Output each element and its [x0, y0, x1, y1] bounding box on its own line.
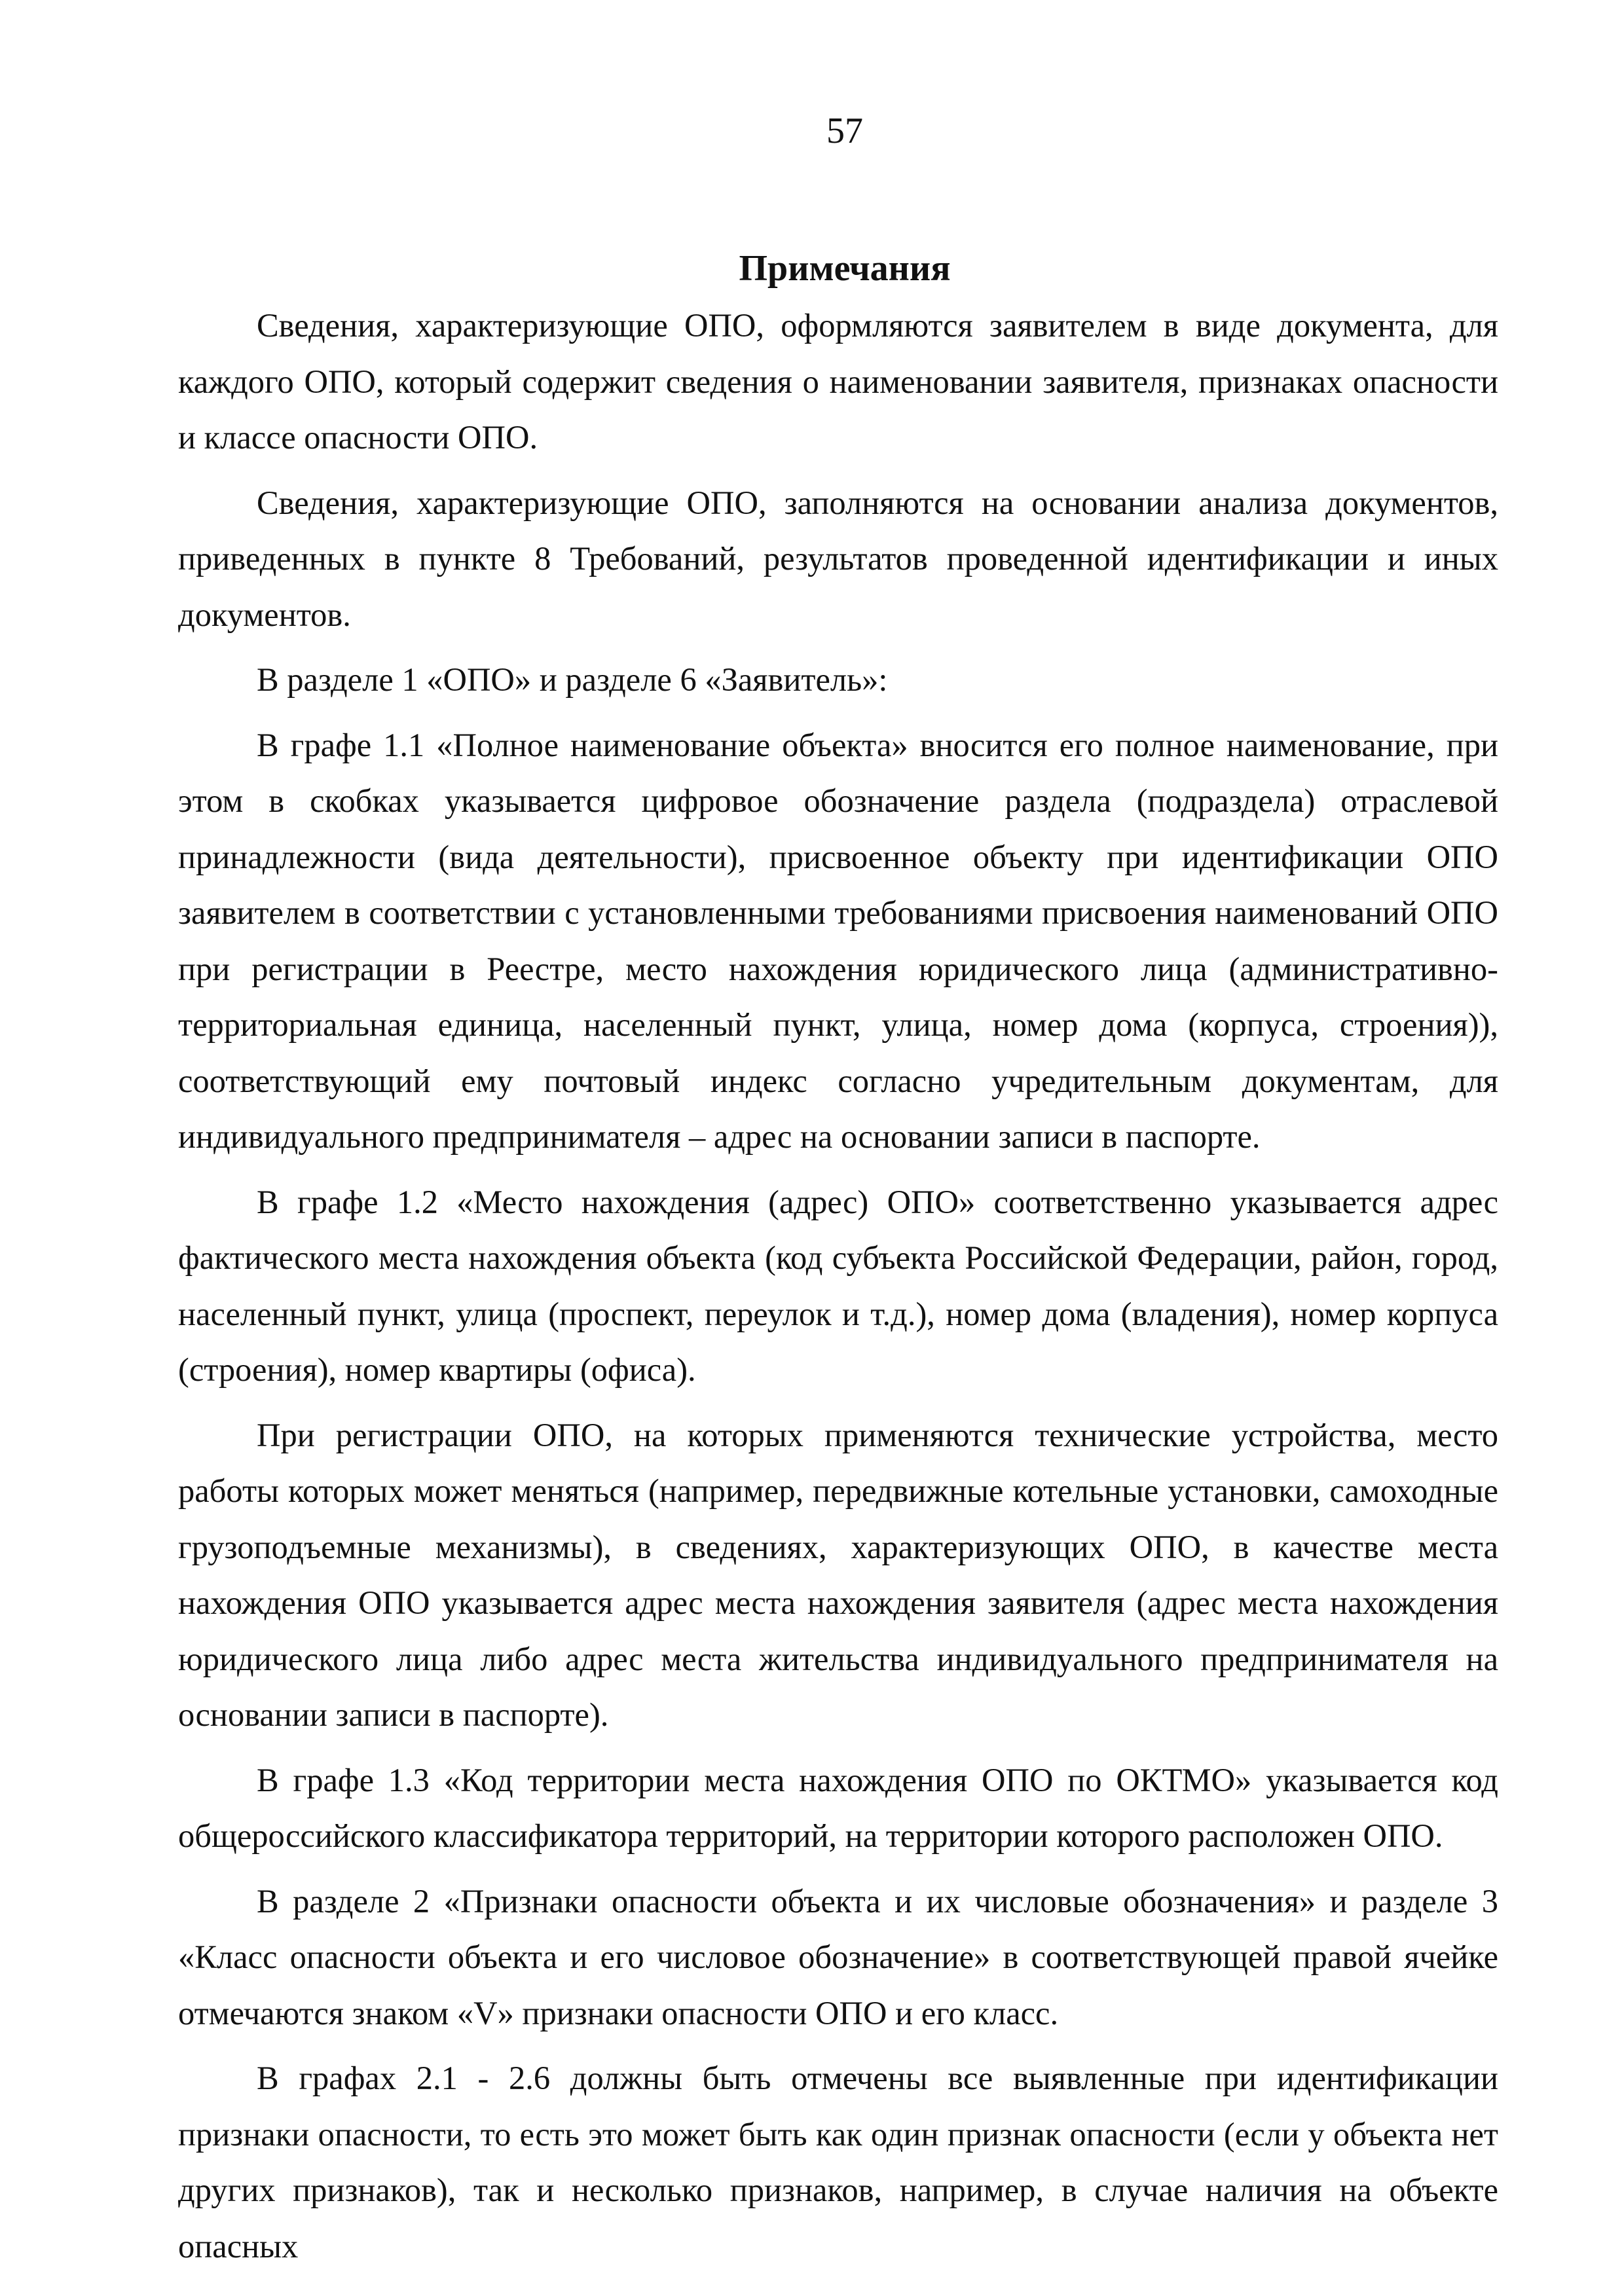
- paragraph: В графах 2.1 - 2.6 должны быть отмечены все выявленные при идентификации признаки опасности, то есть это может быть как один признак опасности (если у объекта нет других признаков), так и несколько признаков, например, в случае наличия на объекте опасных: [178, 2060, 1498, 2265]
- paragraph: В графе 1.2 «Место нахождения (адрес) ОПО» соответственно указывается адрес фактического места нахождения объекта (код субъекта Российской Федерации, район, город, населенный пункт, улица (проспект, переулок и т.д.), номер дома (владения), номер корпуса (строения), номер квартиры (офиса).: [178, 1183, 1498, 1388]
- paragraph: В разделе 1 «ОПО» и разделе 6 «Заявитель»:: [257, 661, 888, 698]
- paragraph: В графе 1.1 «Полное наименование объекта» вносится его полное наименование, при этом в скобках указывается цифровое обозначение раздела (подраздела) отраслевой принадлежности (вида деятельности), присвоенное объекту при идентификации ОПО заявителем в соответствии с установленными требованиями присвоения наименований ОПО при регистрации в Реестре, место нахождения юридического лица (административно-территориальная единица, населенный пункт, улица, номер дома (корпуса, строения)), соответствующий ему почтовый индекс согласно учредительным документам, для индивидуального предпринимателя – адрес на основании записи в паспорте.: [178, 726, 1498, 1155]
- paragraph: В графе 1.3 «Код территории места нахождения ОПО по ОКТМО» указывается код общероссийского классификатора территорий, на территории которого расположен ОПО.: [178, 1761, 1498, 1854]
- paragraph: Сведения, характеризующие ОПО, оформляются заявителем в виде документа, для каждого ОПО, который содержит сведения о наименовании заявителя, признаках опасности и классе опасности ОПО.: [178, 307, 1498, 456]
- paragraph: Сведения, характеризующие ОПО, заполняются на основании анализа документов, приведенных в пункте 8 Требований, результатов проведенной идентификации и иных документов.: [178, 484, 1498, 633]
- paragraph: В разделе 2 «Признаки опасности объекта и их числовые обозначения» и разделе 3 «Класс опасности объекта и его числовое обозначение» в соответствующей правой ячейке отмечаются знаком «V» признаки опасности ОПО и его класс.: [178, 1882, 1498, 2032]
- section-heading: Примечания: [739, 248, 951, 289]
- paragraph: При регистрации ОПО, на которых применяются технические устройства, место работы которых может меняться (например, передвижные котельные установки, самоходные грузоподъемные механизмы), в сведениях, характеризующих ОПО, в качестве места нахождения ОПО указывается адрес места нахождения заявителя (адрес места нахождения юридического лица либо адрес места жительства индивидуального предпринимателя на основании записи в паспорте).: [178, 1416, 1498, 1733]
- page-number: 57: [826, 111, 863, 151]
- body-text: [178, 298, 1498, 2284]
